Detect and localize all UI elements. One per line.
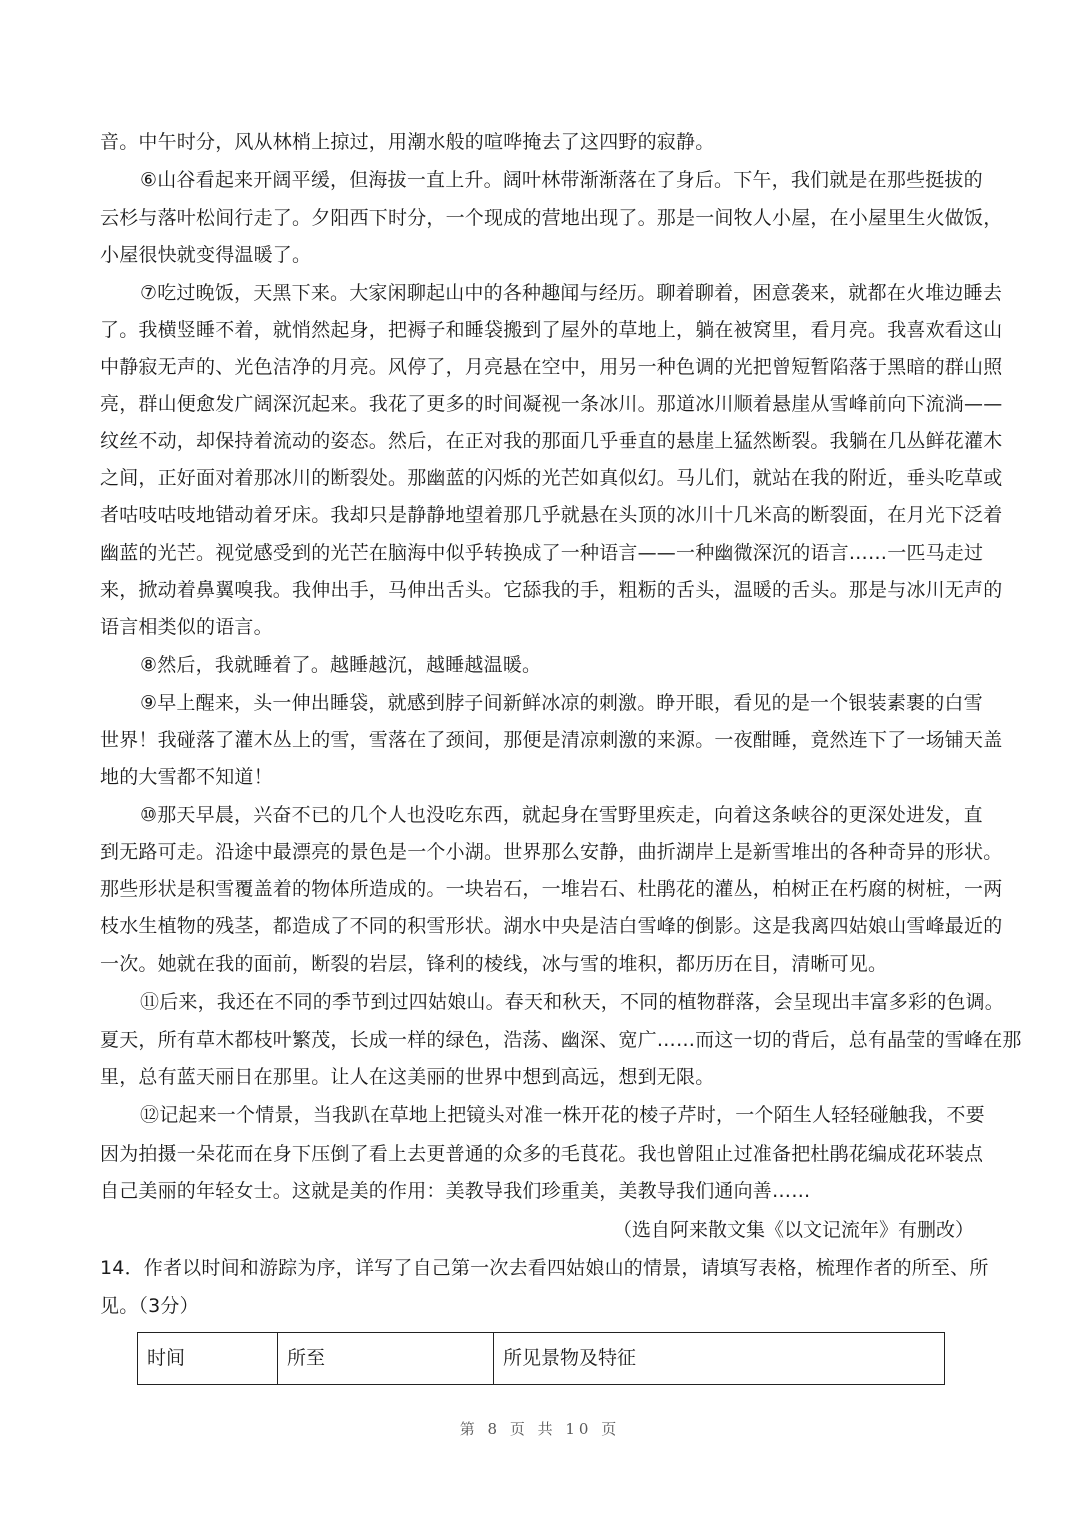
- passage-line: 纹丝不动，却保持着流动的姿态。然后，在正对我的那面几乎垂直的悬崖上猛然断裂。我躺在几丛鲜花灌木: [100, 430, 1003, 452]
- passage-line: 到无路可走。沿途中最漂亮的景色是一个小湖。世界那么安静，曲折湖岸上是新雪堆出的各种奇异的形状。: [100, 841, 1003, 863]
- passage-line: 因为拍摄一朵花而在身下压倒了看上去更普通的众多的毛茛花。我也曾阻止过准备把杜鹃花编成花环装点: [100, 1143, 984, 1165]
- table-header-time[interactable]: 时间: [138, 1333, 278, 1385]
- passage-line: 云杉与落叶松间行走了。夕阳西下时分，一个现成的营地出现了。那是一间牧人小屋，在小屋里生火做饭，: [100, 207, 1003, 229]
- paragraph-11-line: ⑪后来，我还在不同的季节到过四姑娘山。春天和秋天，不同的植物群落，会呈现出丰富多彩的色调。: [140, 991, 1005, 1013]
- passage-line: 来，掀动着鼻翼嗅我。我伸出手，马伸出舌头。它舔我的手，粗粝的舌头，温暖的舌头。那是与冰川无声的: [100, 579, 1003, 601]
- question-14-text: 14．作者以时间和游踪为序，详写了自己第一次去看四姑娘山的情景，请填写表格，梳理作者的所至、所: [100, 1257, 989, 1279]
- passage-source: （选自阿来散文集《以文记流年》有删改）: [612, 1219, 974, 1241]
- passage-line: 之间，正好面对着那冰川的断裂处。那幽蓝的闪烁的光芒如真似幻。马儿们，就站在我的附近，垂头吃草或: [100, 467, 1003, 489]
- passage-line: 里，总有蓝天丽日在那里。让人在这美丽的世界中想到高远，想到无限。: [100, 1066, 715, 1088]
- question-14-text: 见。（3分）: [100, 1295, 199, 1317]
- table-header-scenery[interactable]: 所见景物及特征: [494, 1333, 945, 1385]
- passage-line: 枝水生植物的残茎，都造成了不同的积雪形状。湖水中央是洁白雪峰的倒影。这是我离四姑娘山雪峰最近的: [100, 915, 1003, 937]
- passage-line: 地的大雪都不知道！: [100, 766, 273, 788]
- passage-line: 中静寂无声的、光色洁净的月亮。风停了，月亮悬在空中，用另一种色调的光把曾短暂陷落于黑暗的群山照: [100, 356, 1003, 378]
- passage-line: 者咕吱咕吱地错动着牙床。我却只是静静地望着那几乎就悬在头顶的冰川十几米高的断裂面，在月光下泛着: [100, 504, 1003, 526]
- passage-line: 音。中午时分，风从林梢上掠过，用潮水般的喧哗掩去了这四野的寂静。: [100, 131, 715, 153]
- paragraph-10-line: ⑩那天早晨，兴奋不已的几个人也没吃东西，就起身在雪野里疾走，向着这条峡谷的更深处进发，直: [140, 804, 983, 826]
- paragraph-8-line: ⑧然后，我就睡着了。越睡越沉，越睡越温暖。: [140, 654, 542, 676]
- passage-line: 夏天，所有草木都枝叶繁茂，长成一样的绿色，浩荡、幽深、宽广……而这一切的背后，总有晶莹的雪峰在那: [100, 1029, 1022, 1051]
- paragraph-7-line: ⑦吃过晚饭，天黑下来。大家闲聊起山中的各种趣闻与经历。聊着聊着，困意袭来，就都在火堆边睡去: [140, 282, 1003, 304]
- passage-line: 世界！我碰落了灌木丛上的雪，雪落在了颈间，那便是清凉刺激的来源。一夜酣睡，竟然连下了一场铺天盖: [100, 729, 1003, 751]
- passage-line: 语言相类似的语言。: [100, 616, 273, 638]
- paragraph-12-line: ⑫记起来一个情景，当我趴在草地上把镜头对准一株开花的棱子芹时，一个陌生人轻轻碰触我，不要: [140, 1104, 985, 1126]
- answer-table: [137, 1332, 945, 1385]
- paragraph-6-line: ⑥山谷看起来开阔平缓，但海拔一直上升。阔叶林带渐渐落在了身后。下午，我们就是在那些挺拔的: [140, 169, 983, 191]
- passage-line: 了。我横竖睡不着，就悄然起身，把褥子和睡袋搬到了屋外的草地上，躺在被窝里，看月亮。我喜欢看这山: [100, 319, 1003, 341]
- passage-line: 那些形状是积雪覆盖着的物体所造成的。一块岩石，一堆岩石、杜鹃花的灌丛，柏树正在朽腐的树桩，一两: [100, 878, 1003, 900]
- passage-line: 小屋很快就变得温暖了。: [100, 244, 312, 266]
- passage-line: 自己美丽的年轻女士。这就是美的作用：美教导我们珍重美，美教导我们通向善……: [100, 1180, 811, 1202]
- table-header-destination[interactable]: 所至: [278, 1333, 494, 1385]
- passage-line: 幽蓝的光芒。视觉感受到的光芒在脑海中似乎转换成了一种语言——一种幽微深沉的语言……一匹马走过: [100, 542, 984, 564]
- passage-line: 一次。她就在我的面前，断裂的岩层，锋利的棱线，冰与雪的堆积，都历历在目，清晰可见。: [100, 953, 888, 975]
- paragraph-9-line: ⑨早上醒来，头一伸出睡袋，就感到脖子间新鲜冰凉的刺激。睁开眼，看见的是一个银装素裹的白雪: [140, 692, 983, 714]
- table-header-row: [138, 1333, 945, 1385]
- page-footer: 第 8 页 共 10 页: [459, 1420, 621, 1438]
- passage-line: 亮，群山便愈发广阔深沉起来。我花了更多的时间凝视一条冰川。那道冰川顺着悬崖从雪峰前向下流淌——: [100, 393, 1003, 415]
